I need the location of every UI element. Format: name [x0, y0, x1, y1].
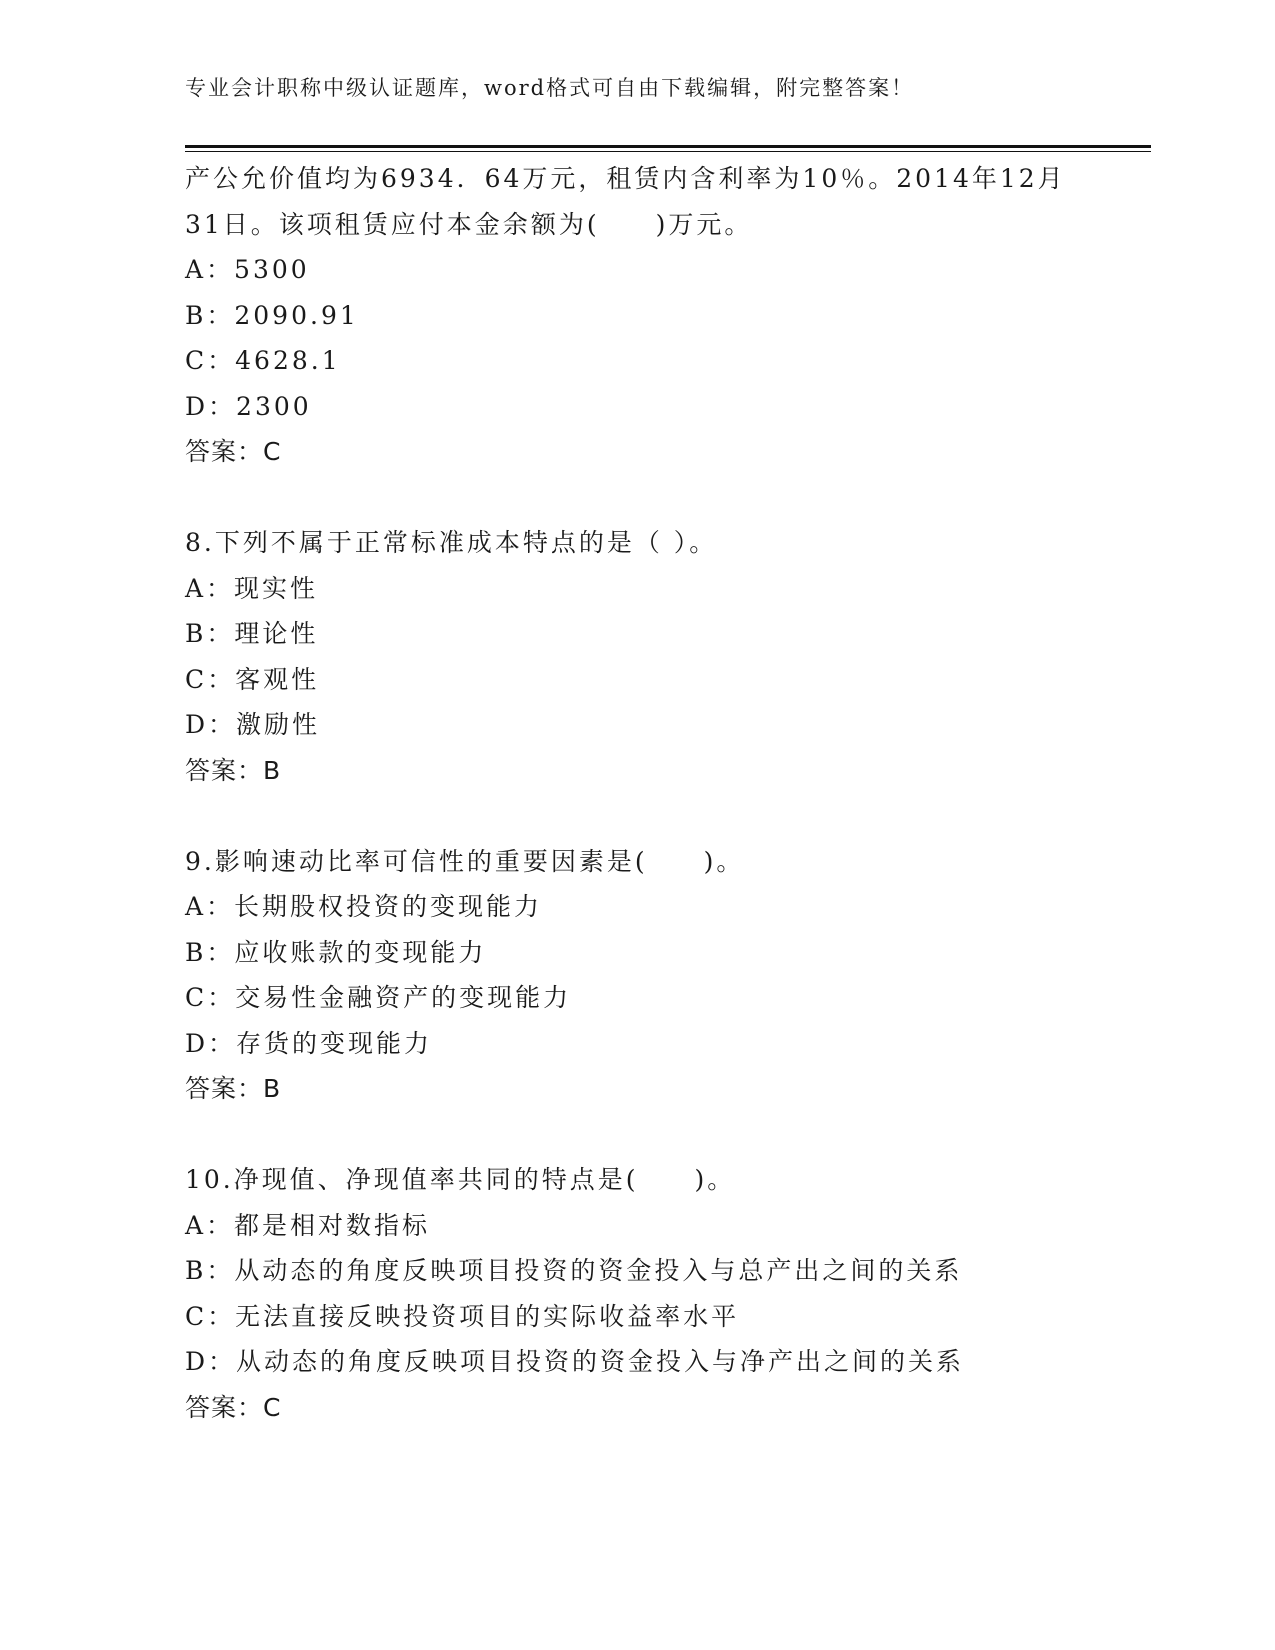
option-b: B：2090.91 — [185, 300, 359, 330]
option-b: B：应收账款的变现能力 — [185, 937, 487, 967]
answer: 答案：C — [185, 437, 282, 466]
option-a: A：长期股权投资的变现能力 — [185, 892, 543, 921]
option-b: B：从动态的角度反映项目投资的资金投入与总产出之间的关系 — [185, 1256, 963, 1285]
spacer — [185, 1112, 1145, 1158]
question-stem: 10.净现值、净现值率共同的特点是( )。 — [185, 1165, 736, 1194]
option-c: C：交易性金融资产的变现能力 — [185, 983, 572, 1012]
question-7-continuation — [185, 156, 1145, 475]
option-d: D：存货的变现能力 — [185, 1028, 433, 1058]
option-a: A：现实性 — [185, 573, 319, 603]
question-stem-line: 产公允价值均为6934．64万元，租赁内含利率为10％。2014年12月 — [185, 164, 1066, 193]
question-8 — [185, 520, 1145, 793]
question-stem: 9.影响速动比率可信性的重要因素是( )。 — [185, 846, 745, 876]
header-rule-thin — [185, 151, 1151, 152]
page-header: 专业会计职称中级认证题库，word格式可自由下载编辑，附完整答案！ — [185, 76, 915, 100]
answer: 答案：B — [185, 755, 282, 785]
option-c: C：4628.1 — [185, 346, 341, 375]
option-c: C：客观性 — [185, 664, 320, 694]
option-c: C：无法直接反映投资项目的实际收益率水平 — [185, 1301, 740, 1331]
option-a: A：5300 — [185, 255, 310, 284]
option-b: B：理论性 — [185, 619, 319, 648]
option-d: D：2300 — [185, 391, 312, 421]
option-d: D：从动态的角度反映项目投资的资金投入与净产出之间的关系 — [185, 1347, 965, 1376]
spacer — [185, 475, 1145, 521]
option-a: A：都是相对数指标 — [185, 1210, 431, 1240]
answer: 答案：C — [185, 1392, 282, 1422]
header-rule-thick — [185, 145, 1151, 148]
question-stem: 8.下列不属于正常标准成本特点的是（ ）。 — [185, 528, 718, 557]
question-10 — [185, 1157, 1145, 1430]
question-9 — [185, 839, 1145, 1112]
option-d: D：激励性 — [185, 710, 321, 739]
answer: 答案：B — [185, 1074, 282, 1103]
question-stem-line: 31日。该项租赁应付本金余额为( )万元。 — [185, 209, 753, 239]
question-content — [185, 156, 1145, 1430]
spacer — [185, 793, 1145, 839]
